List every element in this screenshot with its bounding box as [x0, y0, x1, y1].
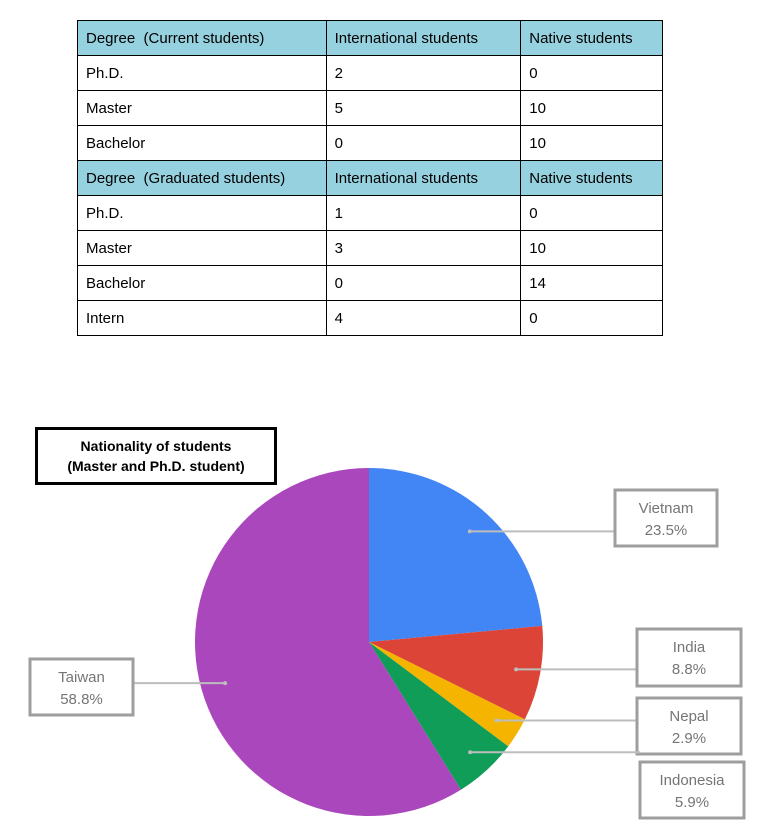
table-cell: 0: [521, 56, 663, 91]
slice-label-percent: 8.8%: [671, 661, 707, 678]
slice-label-name: Taiwan: [58, 669, 105, 686]
table-cell: Bachelor: [78, 266, 327, 301]
slice-label-name: Vietnam: [638, 500, 694, 517]
slice-label-percent: 58.8%: [60, 691, 103, 708]
table-header-cell: Degree (Graduated students): [78, 161, 327, 196]
table-cell: Ph.D.: [78, 196, 327, 231]
table-cell: 10: [521, 91, 663, 126]
chart-title-line-1: Nationality of students: [80, 438, 232, 454]
table-cell: 0: [326, 126, 521, 161]
slice-label-percent: 2.9%: [671, 730, 707, 747]
table-cell: 1: [326, 196, 521, 231]
slice-label-percent: 23.5%: [644, 522, 688, 539]
leader-dot: [468, 750, 472, 754]
table-cell: 4: [326, 301, 521, 336]
table-header-cell: Native students: [521, 161, 663, 196]
table-cell: 5: [326, 91, 521, 126]
table-cell: 0: [521, 196, 663, 231]
chart-title-line-2: (Master and Ph.D. student): [67, 458, 245, 474]
table-cell: 0: [326, 266, 521, 301]
table-cell: Intern: [78, 301, 327, 336]
pie-slice-vietnam: [369, 468, 542, 642]
table-cell: Master: [78, 231, 327, 266]
table-cell: 14: [521, 266, 663, 301]
leader-dot: [494, 718, 498, 722]
table-cell: 2: [326, 56, 521, 91]
leader-dot: [468, 529, 472, 533]
table-header-cell: International students: [326, 161, 521, 196]
table-header-cell: Degree (Current students): [78, 21, 327, 56]
table-cell: 0: [521, 301, 663, 336]
table-header-cell: International students: [326, 21, 521, 56]
table-cell: 10: [521, 126, 663, 161]
slice-label-percent: 5.9%: [674, 794, 710, 811]
slice-label-name: Indonesia: [659, 772, 725, 789]
table-cell: Bachelor: [78, 126, 327, 161]
table-header-cell: Native students: [521, 21, 663, 56]
table-cell: 3: [326, 231, 521, 266]
table-cell: Master: [78, 91, 327, 126]
slice-label-name: Nepal: [669, 708, 709, 725]
leader-dot: [223, 681, 227, 685]
slice-label-name: India: [672, 639, 706, 656]
table-cell: 10: [521, 231, 663, 266]
leader-dot: [514, 667, 518, 671]
table-cell: Ph.D.: [78, 56, 327, 91]
